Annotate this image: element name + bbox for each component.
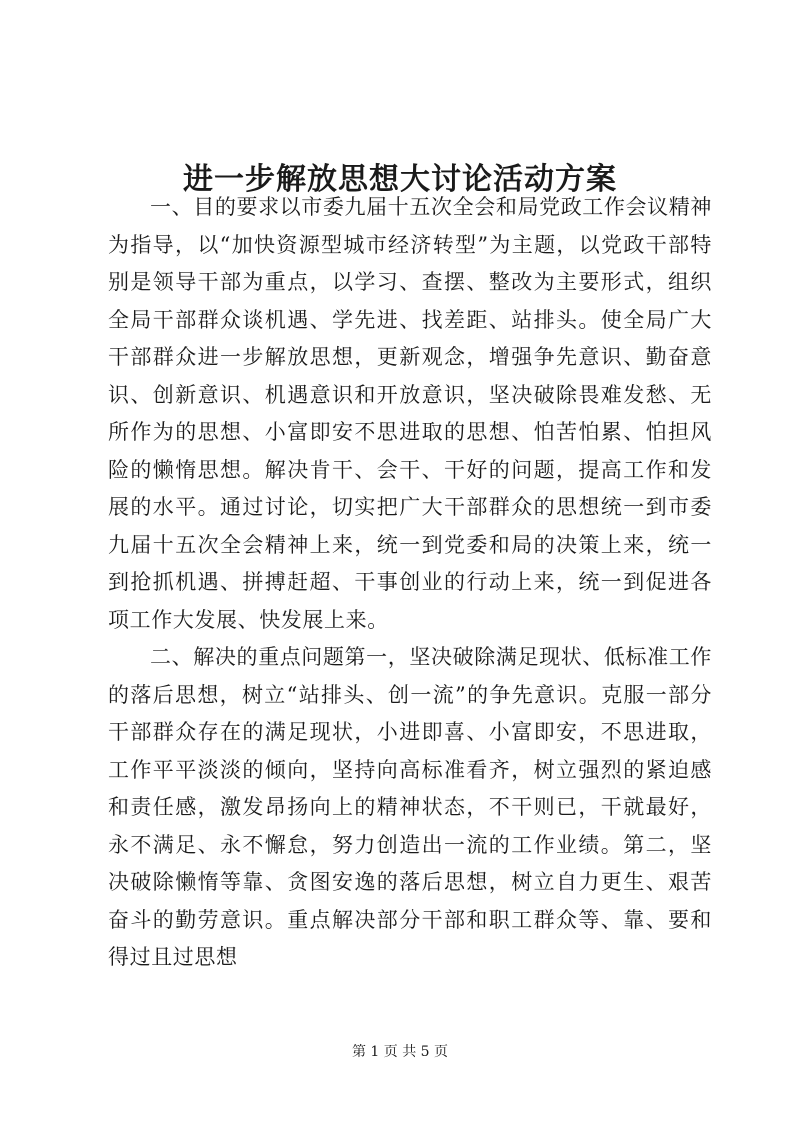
page-number-footer: 第 1 页 共 5 页 <box>351 1044 449 1060</box>
paragraph-key-issues: 二、解决的重点问题第一，坚决破除满足现状、低标准工作的落后思想，树立“站排头、创一流”的争先意识。克服一部分干部群众存在的满足现状，小进即喜、小富即安，不思进取，工作平平淡淡的倾向，坚持向高标准看齐，树立强烈的紧迫感和责任感，激发昂扬向上的精神状态，不干则已，干就最好，永不满足、永不懈怠，努力创造出一流的工作业绩。第二，坚决破除懒惰等靠、贪图安逸的落后思想，树立自力更生、艰苦奋斗的勤劳意识。重点解决部分干部和职工群众等、靠、要和得过且过思想 <box>108 645 712 969</box>
document-body <box>108 189 712 977</box>
document-title: 进一步解放思想大讨论活动方案 <box>183 162 617 198</box>
paragraph-objectives: 一、目的要求以市委九届十五次全会和局党政工作会议精神为指导，以“加快资源型城市经济转型”为主题，以党政干部特别是领导干部为重点，以学习、查摆、整改为主要形式，组织全局干部群众谈机遇、学先进、找差距、站排头。使全局广大干部群众进一步解放思想，更新观念，增强争先意识、勤奋意识、创新意识、机遇意识和开放意识，坚决破除畏难发愁、无所作为的思想、小富即安不思进取的思想、怕苦怕累、怕担风险的懒惰思想。解决肯干、会干、干好的问题，提高工作和发展的水平。通过讨论，切实把广大干部群众的思想统一到市委九届十五次全会精神上来，统一到党委和局的决策上来，统一到抢抓机遇、拼搏赶超、干事创业的行动上来，统一到促进各项工作大发展、快发展上来。 <box>108 195 712 632</box>
